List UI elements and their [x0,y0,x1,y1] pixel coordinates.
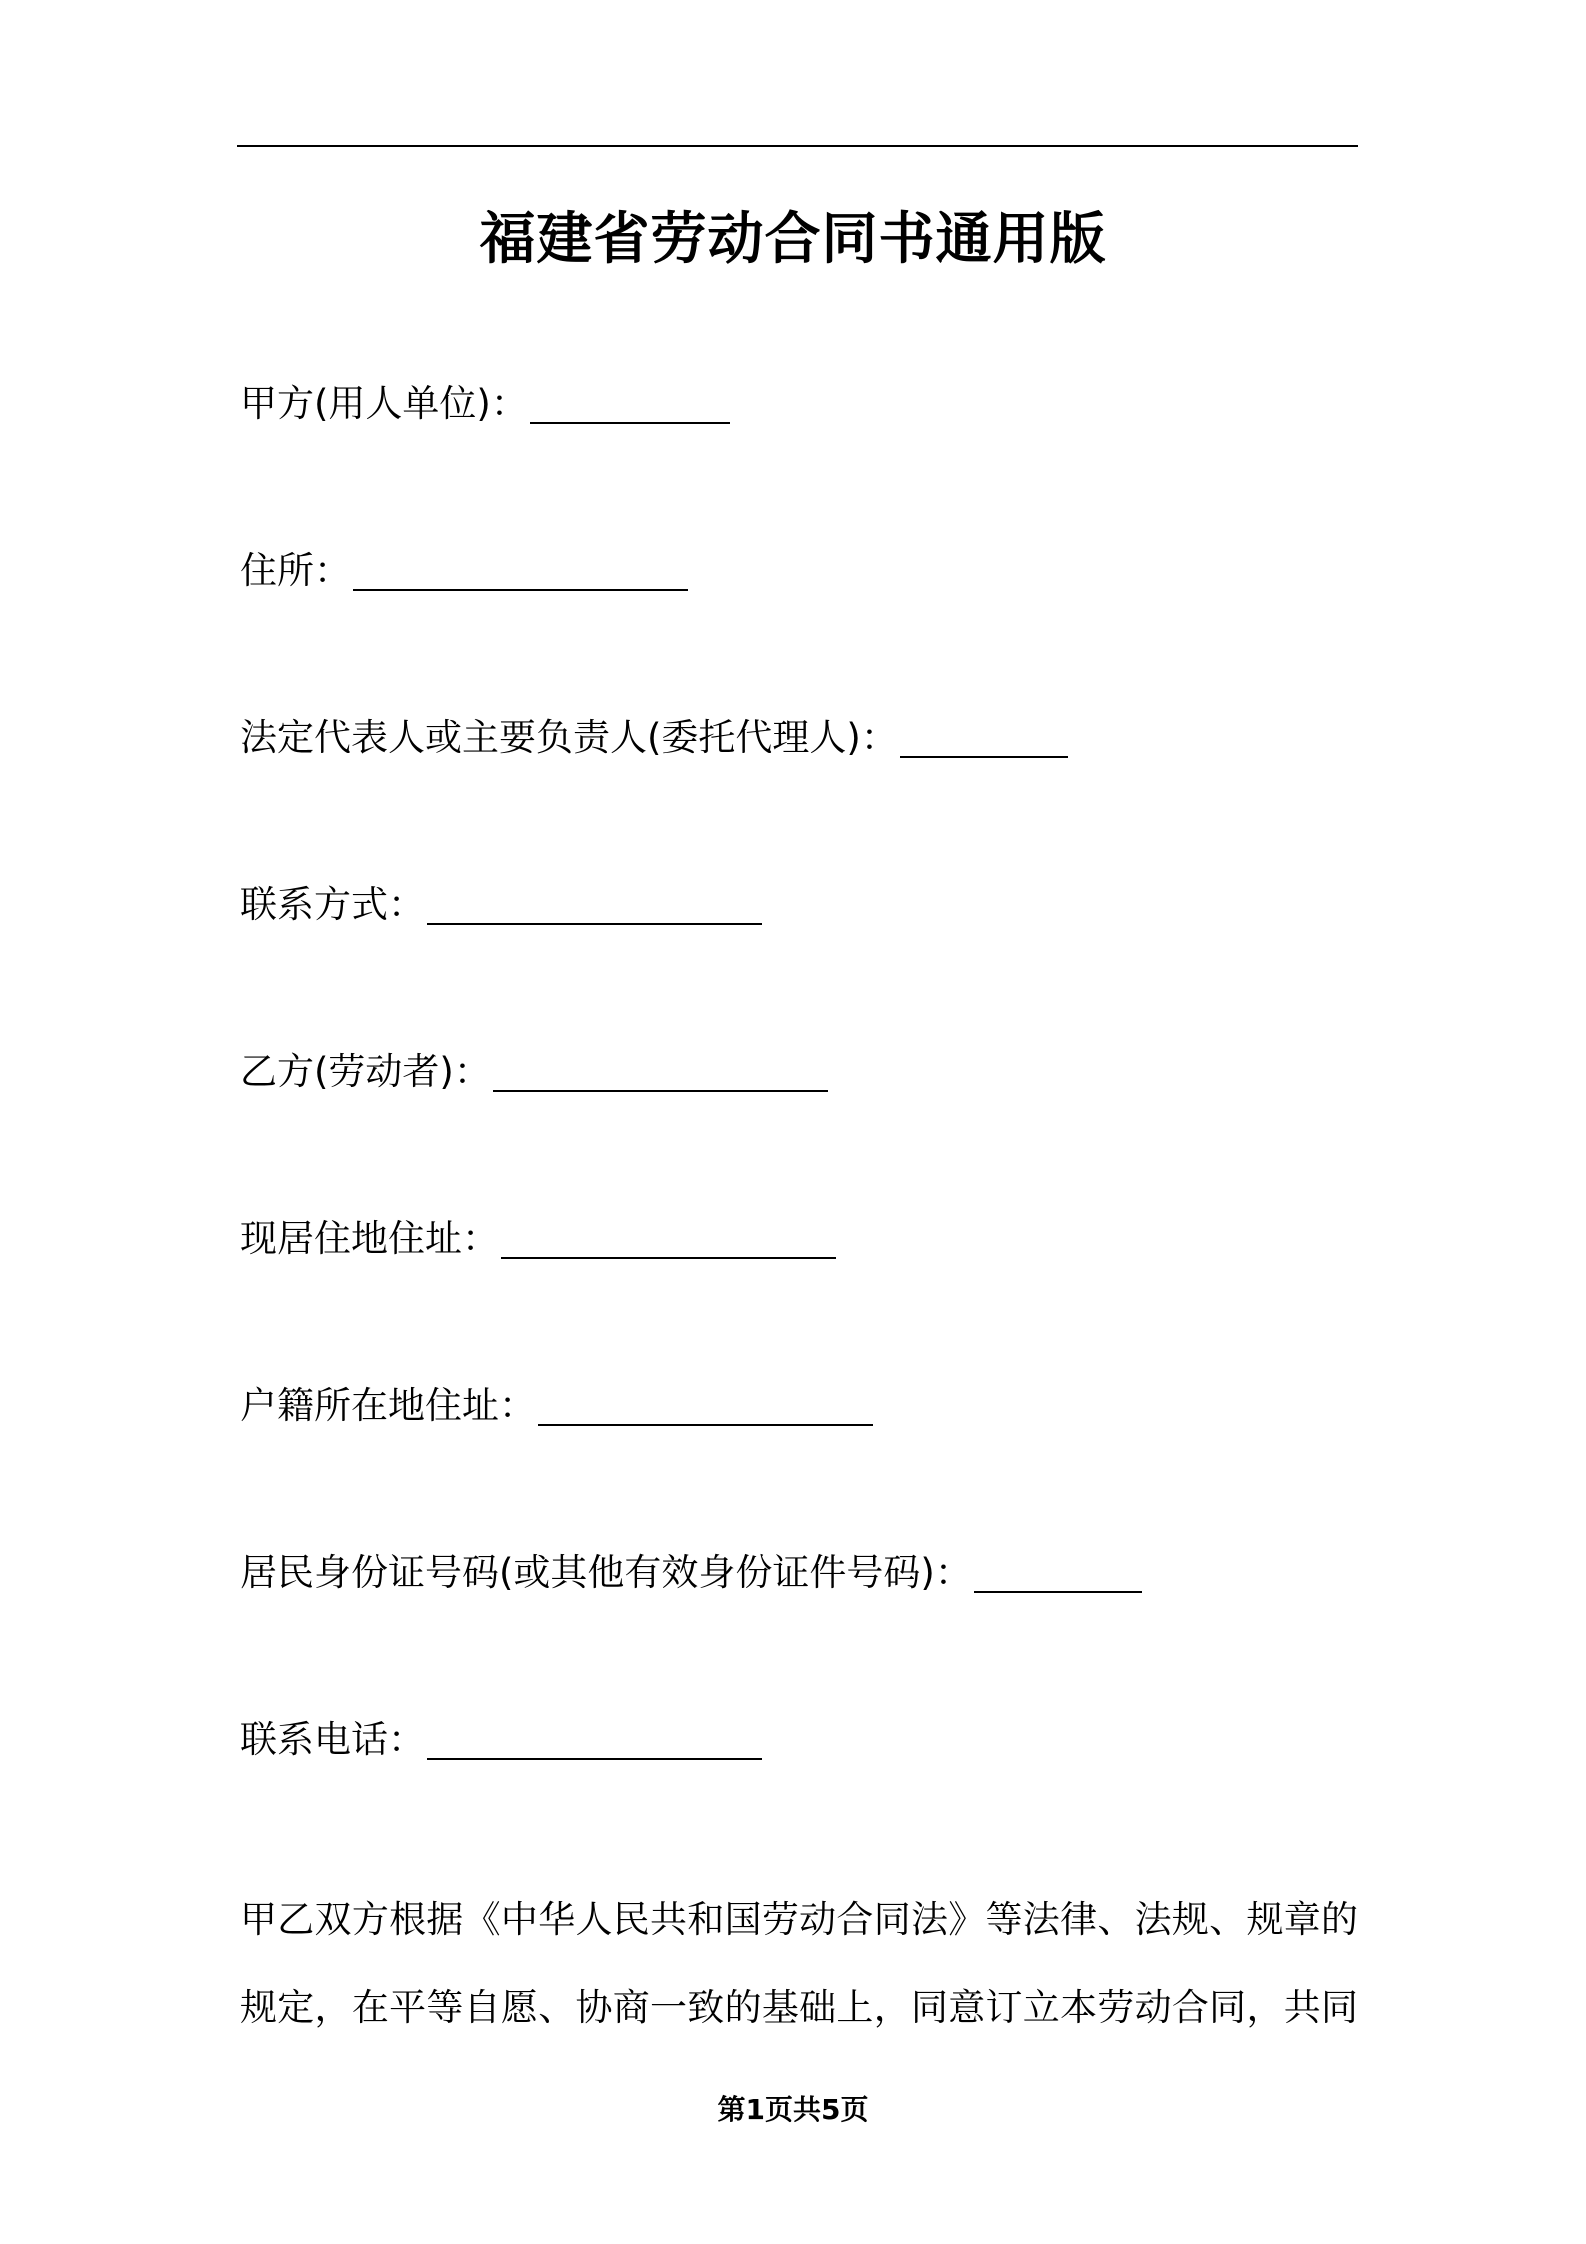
field-label: 联系方式： [240,883,425,926]
paragraph-line: 规定，在平等自愿、协商一致的基础上，同意订立本劳动合同，共同 [240,1986,1358,2029]
field-employer [240,372,1142,539]
field-current-address [240,1207,1142,1374]
fill-in-blank [427,1708,762,1760]
field-label: 乙方(劳动者)： [240,1050,491,1093]
field-employer-contact [240,873,1142,1040]
field-label: 甲方(用人单位)： [240,382,528,425]
fill-in-blank [493,1040,828,1092]
field-legal-representative [240,706,1142,873]
party-info-fields [240,372,1142,1875]
field-household-address [240,1374,1142,1541]
fill-in-blank [900,706,1068,758]
fill-in-blank [538,1374,873,1426]
header-rule [237,145,1358,147]
field-label: 法定代表人或主要负责人(委托代理人)： [240,716,898,759]
contract-intro-paragraph [240,1876,1358,2052]
document-title: 福建省劳动合同书通用版 [479,207,1107,272]
field-label: 住所： [240,549,351,592]
fill-in-blank [353,539,688,591]
field-label: 居民身份证号码(或其他有效身份证件号码)： [240,1551,972,1594]
field-label: 现居住地住址： [240,1217,499,1260]
field-employer-address [240,539,1142,706]
field-label: 户籍所在地住址： [240,1384,536,1427]
field-label: 联系电话： [240,1718,425,1761]
fill-in-blank [530,372,730,424]
fill-in-blank [501,1207,836,1259]
fill-in-blank [427,873,762,925]
paragraph-line: 甲乙双方根据《中华人民共和国劳动合同法》等法律、法规、规章的 [240,1898,1358,1941]
field-employee-phone [240,1708,1142,1875]
field-id-number [240,1541,1142,1708]
field-employee [240,1040,1142,1207]
page-number: 第1页共5页 [717,2093,869,2126]
fill-in-blank [974,1541,1142,1593]
